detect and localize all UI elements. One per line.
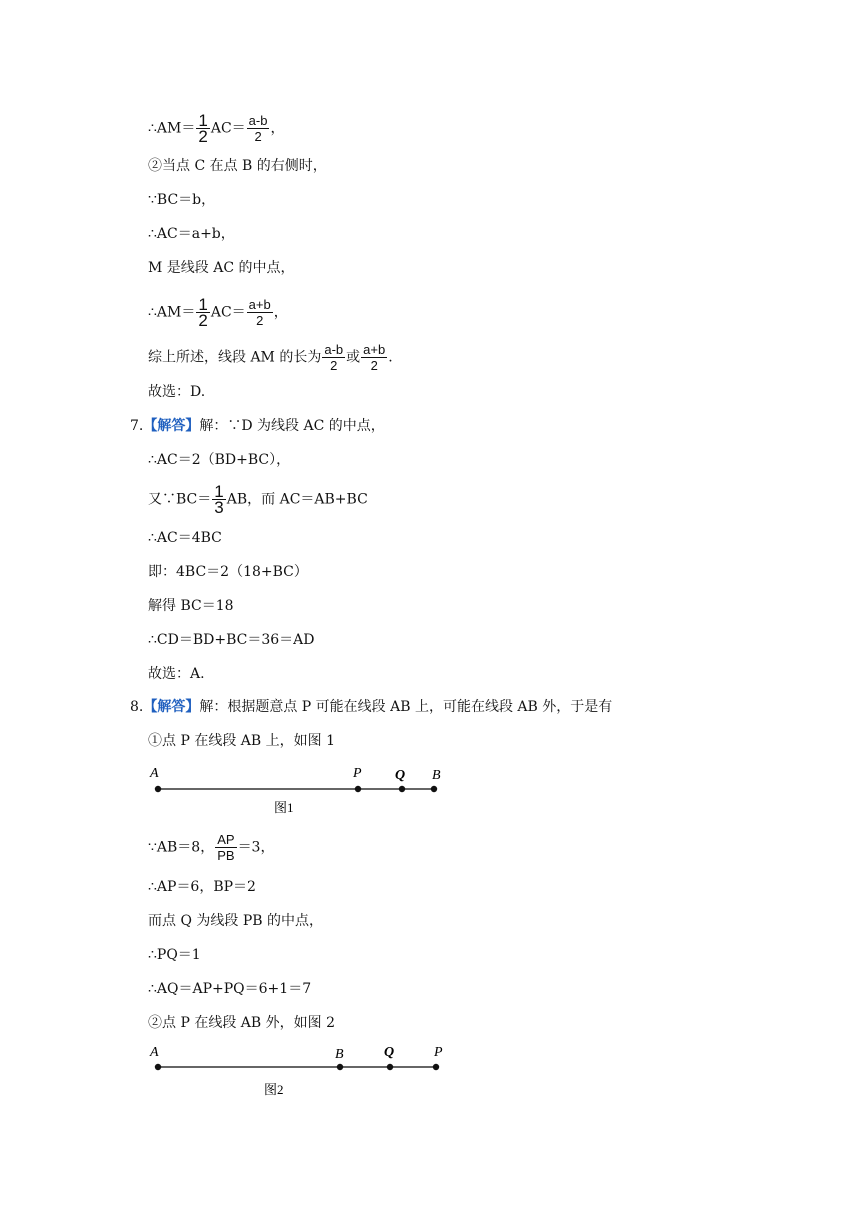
text: ∴AM＝	[148, 120, 196, 137]
text-line: M 是线段 AC 的中点，	[148, 260, 295, 276]
answer-tag: 【解答】	[143, 699, 200, 715]
point-a	[155, 786, 161, 792]
fraction: $\frac{a-b}{2}$	[324, 342, 344, 373]
label-a: A	[150, 766, 159, 781]
fraction: $\frac{AP}{PB}$	[217, 832, 235, 863]
text-line: ②当点 C 在点 B 的右侧时，	[148, 158, 327, 174]
label-q: Q	[384, 1045, 395, 1060]
text-line: ②点 P 在线段 AB 外，如图 2	[148, 1015, 335, 1031]
question-text: 解：∵D 为线段 AC 的中点，	[199, 418, 385, 434]
answer-line: 故选：D.	[148, 384, 206, 400]
text-line: 即：4BC＝2（18+BC）	[148, 564, 308, 580]
answer-tag: 【解答】	[143, 418, 200, 434]
point-b	[337, 1064, 343, 1070]
answer-line: 故选：A.	[148, 666, 205, 682]
caption: 图2	[264, 1082, 284, 1097]
question-number: 8.	[130, 699, 144, 715]
text-line: ∴AC＝2（BD+BC），	[148, 452, 291, 468]
point-q	[399, 786, 405, 792]
text-line: ∴PQ＝1	[148, 947, 201, 963]
label-p: P	[434, 1045, 443, 1060]
point-a	[155, 1064, 161, 1070]
text-line: ∴AP＝6，BP＝2	[148, 879, 256, 895]
fraction: $\frac{1}{3}$	[214, 482, 224, 517]
fraction: $\frac{a+b}{2}$	[363, 342, 386, 373]
label-p: P	[353, 766, 362, 781]
line-ab-8-ratio: ∵AB＝8， $\frac{AP}{PB}$ ＝3，	[148, 832, 275, 863]
figure-1	[144, 760, 454, 822]
line-bc-third-ab: 又∵BC＝ $\frac{1}{3}$ AB，而 AC＝AB+BC	[148, 482, 368, 517]
label-q: Q	[395, 768, 406, 783]
text-line: 解得 BC＝18	[148, 598, 234, 614]
text-line: 而点 Q 为线段 PB 的中点，	[148, 913, 323, 929]
text-line: ①点 P 在线段 AB 上，如图 1	[148, 733, 335, 749]
label-b: B	[335, 1047, 344, 1062]
fraction: $\frac{a+b}{2}$	[248, 297, 271, 328]
fraction: $\frac{a-b}{2}$	[248, 113, 268, 144]
fraction: $\frac{1}{2}$	[198, 111, 208, 146]
fraction: $\frac{1}{2}$	[198, 295, 208, 330]
point-q	[387, 1064, 393, 1070]
summary-line: 综上所述，线段 AM 的长为 $\frac{a-b}{2}$ 或 $\frac{a+b}{2}$ .	[148, 342, 393, 373]
line-am-equals-a-plus-b: ∴AM＝ $\frac{1}{2}$ AC＝ $\frac{a+b}{2}$ ，	[148, 295, 288, 330]
text-line: ∵BC＝b，	[148, 192, 216, 208]
point-p	[433, 1064, 439, 1070]
label-b: B	[432, 768, 441, 783]
text-line: ∴AQ＝AP+PQ＝6+1＝7	[148, 981, 312, 997]
line-am-equals-a-minus-b: ∴AM＝ $\frac{1}{2}$ AC＝ $\frac{a-b}{2}$ ，	[148, 111, 285, 146]
caption: 图1	[274, 800, 294, 815]
label-a: A	[150, 1045, 159, 1060]
question-text: 解：根据题意点 P 可能在线段 AB 上，可能在线段 AB 外，于是有	[199, 699, 613, 715]
question-7-header	[130, 416, 385, 436]
question-number: 7.	[130, 418, 144, 434]
text-line: ∴AC＝4BC	[148, 530, 222, 546]
text-line: ∴AC＝a+b，	[148, 226, 235, 242]
point-p	[355, 786, 361, 792]
question-8-header	[130, 697, 612, 717]
figure-2	[144, 1040, 454, 1102]
text-line: ∴CD＝BD+BC＝36＝AD	[148, 632, 315, 648]
point-b	[431, 786, 437, 792]
